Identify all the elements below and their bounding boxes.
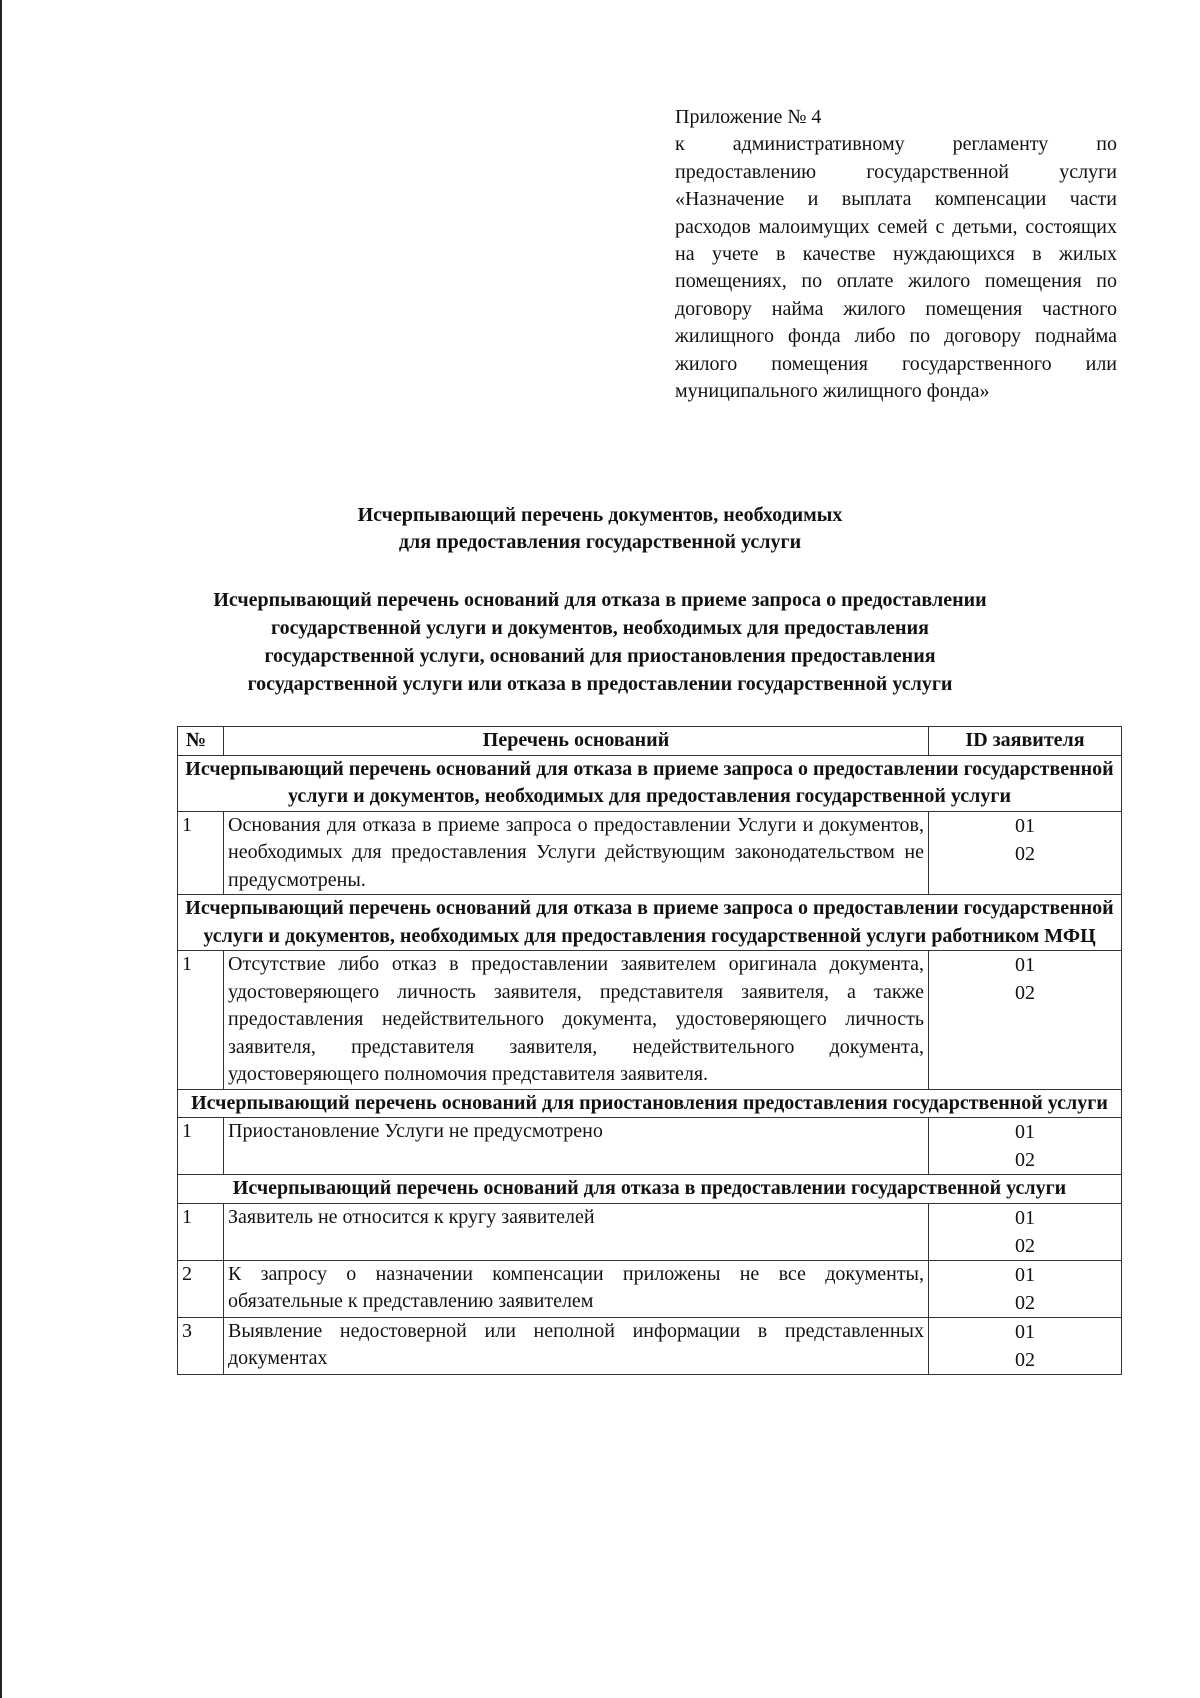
header-applicant-id: ID заявителя: [929, 727, 1122, 756]
row-applicant-ids: [929, 951, 1122, 1090]
table-header-row: [178, 727, 1122, 756]
appendix-block: [675, 104, 1117, 405]
row-text: Приостановление Услуги не предусмотрено: [224, 1118, 929, 1175]
row-applicant-ids: [929, 1118, 1122, 1175]
group-heading-row: [178, 1089, 1122, 1118]
row-number: 3: [178, 1317, 224, 1374]
row-number: 1: [178, 811, 224, 895]
grounds-table: [177, 726, 1122, 1375]
applicant-id: 02: [1015, 842, 1035, 865]
row-applicant-ids: [929, 1260, 1122, 1317]
group-heading-row: [178, 755, 1122, 811]
applicant-id: 01: [1015, 1206, 1035, 1229]
table-row: [178, 811, 1122, 895]
scan-left-edge: [0, 0, 2, 1698]
table-row: [178, 1317, 1122, 1374]
header-grounds: Перечень оснований: [224, 727, 929, 756]
applicant-id: 01: [1015, 1121, 1035, 1143]
row-number: 1: [178, 951, 224, 1090]
group-heading: Исчерпывающий перечень оснований для приостановления предоставления государственной услуги: [178, 1089, 1122, 1118]
group-heading: Исчерпывающий перечень оснований для отказа в приеме запроса о предоставлении государственной услуги и документов, необходимых для предоставления государственной услуги: [178, 755, 1122, 811]
section-title: [100, 586, 1100, 698]
applicant-id: 02: [1015, 982, 1035, 1004]
applicant-id: 02: [1015, 1234, 1035, 1257]
section-title-line: Исчерпывающий перечень оснований для отказа в приеме запроса о предоставлении: [213, 589, 987, 611]
applicant-id: 01: [1015, 1320, 1035, 1343]
header-number: №: [178, 727, 224, 756]
table-row: [178, 951, 1122, 1090]
applicant-id: 02: [1015, 1149, 1035, 1171]
row-number: 2: [178, 1260, 224, 1317]
group-heading-row: [178, 1175, 1122, 1204]
applicant-id: 01: [1015, 814, 1035, 837]
row-applicant-ids: [929, 1203, 1122, 1260]
table-row: [178, 1260, 1122, 1317]
row-text: Основания для отказа в приеме запроса о предоставлении Услуги и документов, необходимых для предоставления Услуги действующим законодательством не предусмотрены.: [224, 811, 929, 895]
document-title: [150, 502, 1050, 556]
row-applicant-ids: [929, 1317, 1122, 1374]
applicant-id: 01: [1015, 954, 1035, 976]
section-title-line: государственной услуги или отказа в предоставлении государственной услуги: [247, 673, 953, 695]
document-title-line: для предоставления государственной услуги: [398, 531, 802, 553]
section-title-line: государственной услуги, оснований для приостановления предоставления: [264, 645, 936, 667]
group-heading-row: [178, 895, 1122, 951]
applicant-id: 02: [1015, 1291, 1035, 1314]
table-row: [178, 1203, 1122, 1260]
document-title-line: Исчерпывающий перечень документов, необходимых: [357, 504, 843, 526]
row-number: 1: [178, 1203, 224, 1260]
row-number: 1: [178, 1118, 224, 1175]
row-text: Отсутствие либо отказ в предоставлении заявителем оригинала документа, удостоверяющего личность заявителя, представителя заявителя, а также предоставления недействительного документа, удостоверяющего личность заявителя, представителя заявителя, недействительного документа, удостоверяющего полномочия представителя заявителя.: [224, 951, 929, 1090]
applicant-id: 01: [1015, 1263, 1035, 1286]
row-text: Выявление недостоверной или неполной информации в представленных документах: [224, 1317, 929, 1374]
applicant-id: 02: [1015, 1348, 1035, 1371]
row-applicant-ids: [929, 811, 1122, 895]
section-title-line: государственной услуги и документов, необходимых для предоставления: [271, 617, 929, 639]
table-row: [178, 1118, 1122, 1175]
appendix-body: к административному регламенту по предоставлению государственной услуги «Назначение и выплата компенсации части расходов малоимущих семей с детьми, состоящих на учете в качестве нуждающихся в жилых помещениях, по оплате жилого помещения по договору найма жилого помещения частного жилищного фонда либо по договору поднайма жилого помещения государственного или муниципального жилищного фонда»: [675, 133, 1117, 403]
group-heading: Исчерпывающий перечень оснований для отказа в предоставлении государственной услуги: [178, 1175, 1122, 1204]
appendix-title: Приложение № 4: [675, 106, 822, 128]
row-text: Заявитель не относится к кругу заявителей: [224, 1203, 929, 1260]
group-heading: Исчерпывающий перечень оснований для отказа в приеме запроса о предоставлении государственной услуги и документов, необходимых для предоставления государственной услуги работником МФЦ: [178, 895, 1122, 951]
row-text: К запросу о назначении компенсации приложены не все документы, обязательные к представлению заявителем: [224, 1260, 929, 1317]
